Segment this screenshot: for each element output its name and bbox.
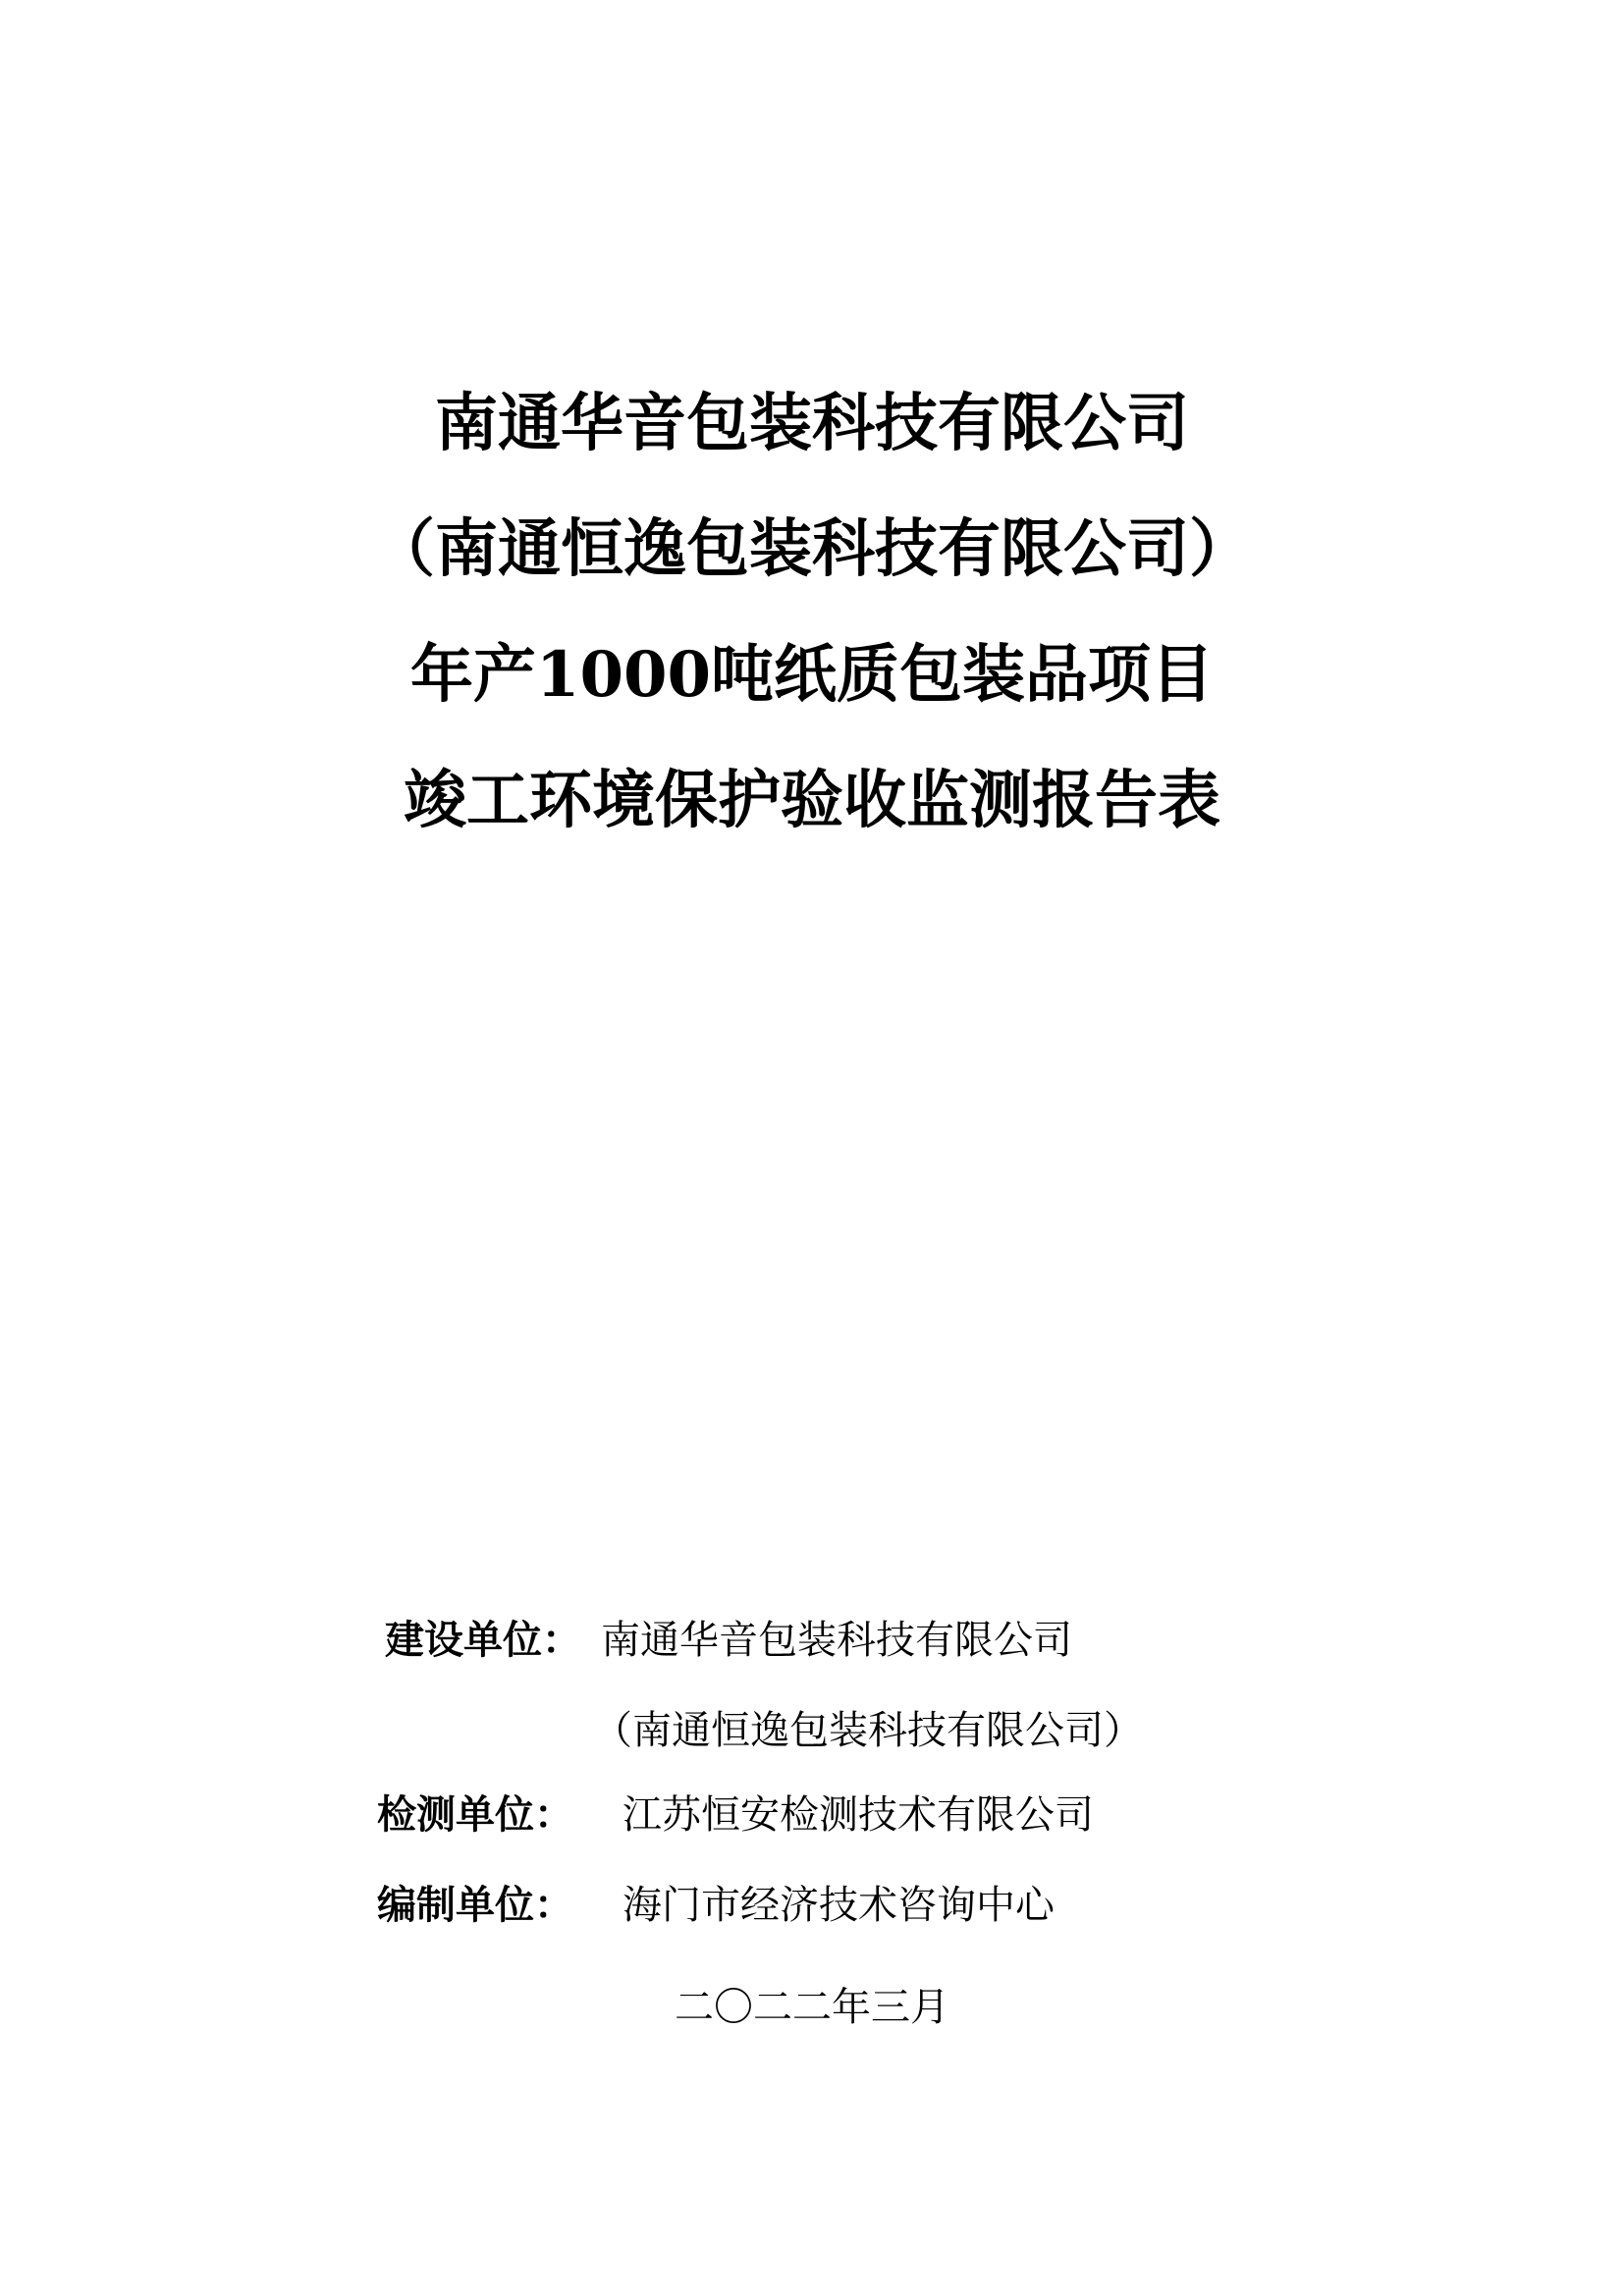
- construction-unit-row: [385, 1618, 1367, 1663]
- testing-unit-row: [377, 1791, 1367, 1838]
- info-block: [377, 1617, 1367, 1928]
- report-date: 二〇二二年三月: [675, 1985, 949, 2030]
- compiling-unit-value: 海门市经济技术咨询中心: [623, 1883, 1055, 1928]
- compiling-unit-row: [377, 1882, 1367, 1928]
- report-title: [0, 387, 1624, 895]
- title-line-report-type: 竣工环境保护验收监测报告表: [404, 764, 1220, 837]
- construction-unit-row-2: [385, 1708, 1367, 1753]
- title-line-company: 南通华音包装科技有限公司: [435, 387, 1189, 460]
- testing-unit-label: 检测单位：: [377, 1791, 573, 1838]
- testing-unit-value: 江苏恒安检测技术有限公司: [623, 1792, 1094, 1838]
- construction-unit-label: 建设单位：: [385, 1617, 581, 1663]
- construction-unit-value: 南通华音包装科技有限公司: [601, 1618, 1072, 1663]
- title-line-project: 年产1000吨纸质包装品项目: [409, 638, 1215, 712]
- compiling-unit-label: 编制单位：: [377, 1882, 573, 1928]
- title-line-former-company: （南通恒逸包装科技有限公司）: [372, 512, 1252, 586]
- construction-unit-value-2: （南通恒逸包装科技有限公司）: [593, 1708, 1143, 1753]
